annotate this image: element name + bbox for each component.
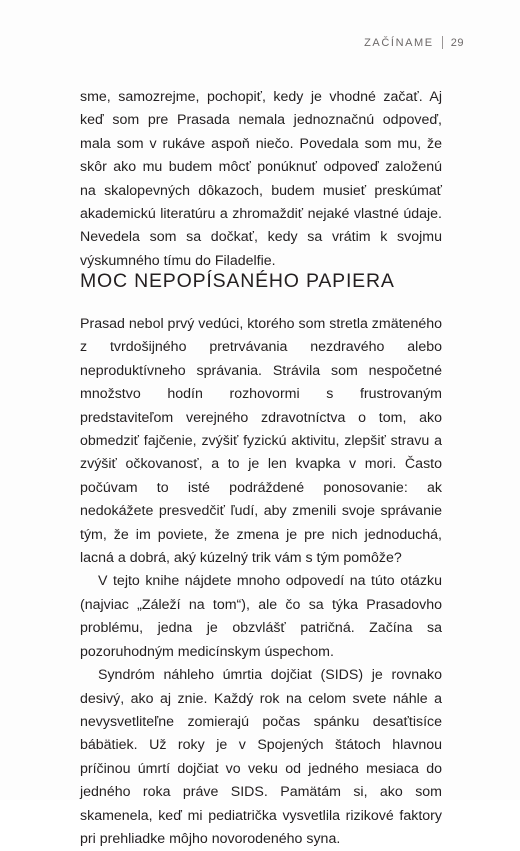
header-divider [442, 36, 443, 49]
section-text-block [80, 313, 442, 851]
paragraph-3: Syndróm náhleho úmrtia dojčiat (SIDS) je rovnako desivý, ako aj znie. Každý rok na celom svete náhle a nevysvetliteľne zomierajú počas spánku desaťtisíce bábätiek. Už roky je v Spojených štátoch hlavnou príčinou úmrtí dojčiat vo veku od jedného mesiaca do jedného roka práve SIDS. Pamätám si, ako som skamenela, keď mi pediatrička vysvetlila rizikové faktory pri prehliadke môjho novorodeného syna. [80, 667, 442, 847]
paragraph-2: V tejto knihe nájdete mnoho odpovedí na túto otázku (najviac „Záleží na tom“), ale čo sa týka Prasadovho problému, jedna je obzvlášť patričná. Začína sa pozoruhodným medicínskym úspechom. [80, 573, 442, 660]
chapter-title: ZAČÍNAME [364, 36, 434, 49]
opening-text-block [80, 86, 442, 273]
running-header [364, 36, 464, 49]
page-number: 29 [450, 36, 464, 49]
section-heading: MOC NEPOPÍSANÉHO PAPIERA [80, 270, 395, 292]
paragraph-1: Prasad nebol prvý vedúci, ktorého som stretla zmäteného z tvrdošijného pretrvávania nezdravého alebo neproduktívneho správania. Strávila som nespočetné množstvo hodín rozhovormi s frustrovaným predstaviteľom verejného zdravotníctva o tom, ako obmedziť fajčenie, zvýšiť fyzickú aktivitu, zlepšiť stravu a zvýšiť očkovanosť, a to je len kvapka v mori. Často počúvam to isté podráždené ponosovanie: ak nedokážete presvedčiť ľudí, aby zmenili svoje správanie tým, že im poviete, že zmena je pre nich jednoduchá, lacná a dobrá, aký kúzelný trik vám s tým pomôže? [80, 316, 442, 567]
opening-paragraph: sme, samozrejme, pochopiť, kedy je vhodné začať. Aj keď som pre Prasada nemala jednoznačnú odpoveď, mala som v rukáve aspoň niečo. Povedala som mu, že skôr ako mu budem môcť ponúknuť odpoveď založenú na skalopevných dôkazoch, budem musieť preskúmať akademickú literatúru a zhromaždiť nejaké vlastné údaje. Nevedela som sa dočkať, kedy sa vrátim k svojmu výskumného tímu do Filadelfie. [80, 89, 442, 269]
